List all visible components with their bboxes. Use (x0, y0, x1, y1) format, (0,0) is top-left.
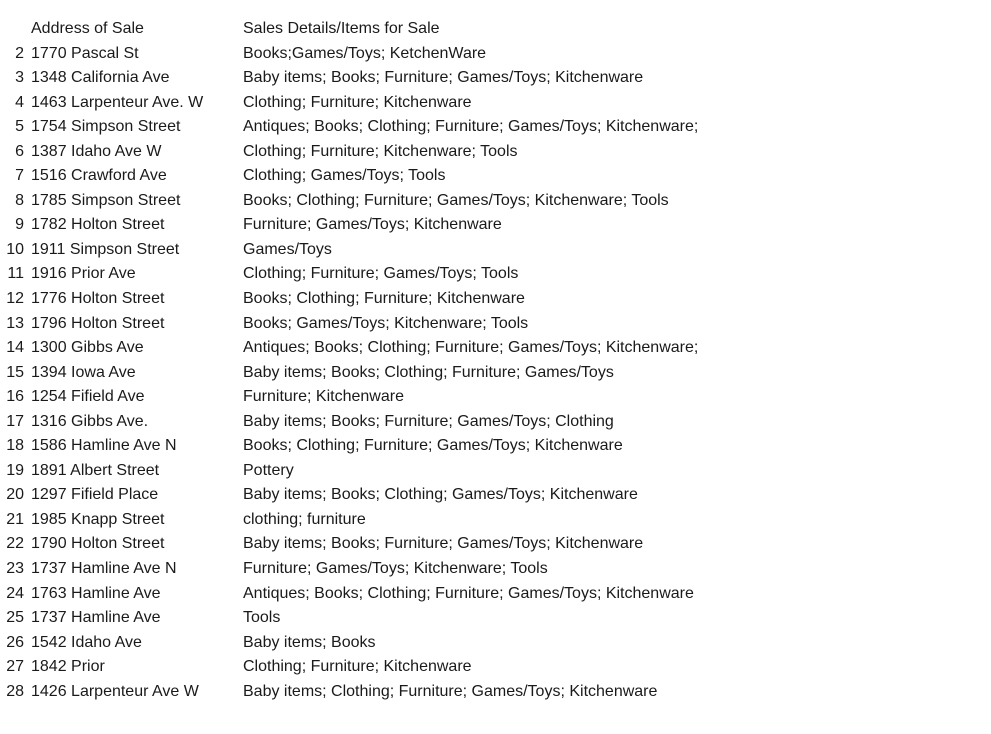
row-number: 24 (6, 584, 24, 602)
sale-address: 1785 Simpson Street (31, 191, 181, 209)
sale-items: Clothing; Furniture; Kitchenware (243, 93, 472, 111)
row-number: 4 (15, 93, 24, 111)
row-number: 25 (6, 609, 24, 627)
sale-items: Baby items; Books (243, 633, 376, 651)
sale-items: Furniture; Games/Toys; Kitchenware; Tools (243, 560, 548, 578)
sale-items: Clothing; Games/Toys; Tools (243, 167, 446, 185)
sale-items: Tools (243, 609, 281, 627)
sale-address: 1776 Holton Street (31, 290, 165, 308)
table-row (0, 434, 991, 459)
row-number: 17 (6, 412, 24, 430)
table-row (0, 508, 991, 533)
row-number: 15 (6, 363, 24, 381)
table-row (0, 213, 991, 238)
row-number: 12 (6, 290, 24, 308)
row-number: 27 (6, 658, 24, 676)
sale-address: 1297 Fifield Place (31, 486, 159, 504)
sale-address: 1348 California Ave (31, 69, 170, 87)
sale-address: 1737 Hamline Ave N (31, 560, 177, 578)
table-row (0, 262, 991, 287)
table-row (0, 66, 991, 91)
row-number: 19 (6, 461, 24, 479)
table-row (0, 91, 991, 116)
sale-address: 1782 Holton Street (31, 216, 165, 234)
row-number: 22 (6, 535, 24, 553)
row-number: 20 (6, 486, 24, 504)
sale-address: 1985 Knapp Street (31, 510, 165, 528)
table-row (0, 312, 991, 337)
table-row (0, 410, 991, 435)
row-number: 8 (15, 191, 24, 209)
sale-items: Baby items; Books; Furniture; Games/Toys; Kitchenware (243, 535, 644, 553)
row-number: 7 (15, 167, 24, 185)
sale-items: Baby items; Books; Clothing; Games/Toys; Kitchenware (243, 486, 638, 504)
sale-address: 1911 Simpson Street (31, 240, 180, 258)
sale-address: 1916 Prior Ave (31, 265, 136, 283)
row-number: 2 (15, 44, 24, 62)
table-row (0, 655, 991, 680)
row-number: 18 (6, 437, 24, 455)
sale-address: 1387 Idaho Ave W (31, 142, 162, 160)
table-row (0, 606, 991, 631)
row-number: 23 (6, 560, 24, 578)
sale-address: 1842 Prior (31, 658, 105, 676)
sale-items: Clothing; Furniture; Kitchenware (243, 658, 472, 676)
sale-items: Furniture; Kitchenware (243, 388, 404, 406)
table-row (0, 238, 991, 263)
sale-address: 1763 Hamline Ave (31, 584, 161, 602)
items-column-header: Sales Details/Items for Sale (243, 20, 440, 37)
row-number: 28 (6, 682, 24, 700)
sale-address: 1254 Fifield Ave (31, 388, 145, 406)
row-number: 13 (6, 314, 24, 332)
sale-items: Antiques; Books; Clothing; Furniture; Games/Toys; Kitchenware; (243, 339, 699, 357)
sale-address: 1300 Gibbs Ave (31, 339, 144, 357)
sale-address: 1394 Iowa Ave (31, 363, 136, 381)
header-row (0, 17, 991, 42)
row-number: 10 (6, 240, 24, 258)
table-row (0, 582, 991, 607)
sale-items: Books;Games/Toys; KetchenWare (243, 44, 487, 62)
table-row (0, 42, 991, 67)
sale-address: 1542 Idaho Ave (31, 633, 142, 651)
sale-items: Clothing; Furniture; Games/Toys; Tools (243, 265, 519, 283)
row-number: 3 (15, 69, 24, 87)
sale-address: 1737 Hamline Ave (31, 609, 161, 627)
row-number: 6 (15, 142, 24, 160)
table-row (0, 483, 991, 508)
sale-items: Books; Clothing; Furniture; Games/Toys; Kitchenware; Tools (243, 191, 669, 209)
sale-items: Books; Clothing; Furniture; Games/Toys; Kitchenware (243, 437, 623, 455)
sale-items: Games/Toys (243, 240, 332, 258)
sale-address: 1463 Larpenteur Ave. W (31, 93, 204, 111)
address-column-header: Address of Sale (31, 20, 144, 37)
row-number: 16 (6, 388, 24, 406)
sale-address: 1426 Larpenteur Ave W (31, 682, 199, 700)
sale-items: Books; Clothing; Furniture; Kitchenware (243, 290, 525, 308)
table-row (0, 385, 991, 410)
table-row (0, 680, 991, 705)
table-row (0, 459, 991, 484)
table-row (0, 336, 991, 361)
sale-address: 1891 Albert Street (31, 461, 160, 479)
row-number: 21 (6, 510, 24, 528)
row-number: 14 (6, 339, 24, 357)
row-number: 26 (6, 633, 24, 651)
row-number: 11 (7, 265, 24, 283)
sale-address: 1316 Gibbs Ave. (31, 412, 149, 430)
sales-sheet (0, 17, 991, 704)
row-number: 9 (15, 216, 24, 234)
sale-items: Furniture; Games/Toys; Kitchenware (243, 216, 502, 234)
sale-items: Baby items; Books; Furniture; Games/Toys; Kitchenware (243, 69, 644, 87)
sale-items: Antiques; Books; Clothing; Furniture; Games/Toys; Kitchenware (243, 584, 694, 602)
sale-items: clothing; furniture (243, 510, 366, 528)
table-row (0, 287, 991, 312)
sale-items: Baby items; Books; Furniture; Games/Toys; Clothing (243, 412, 614, 430)
sale-address: 1586 Hamline Ave N (31, 437, 177, 455)
sale-items: Baby items; Clothing; Furniture; Games/Toys; Kitchenware (243, 682, 658, 700)
table-row (0, 361, 991, 386)
table-row (0, 140, 991, 165)
sale-items: Books; Games/Toys; Kitchenware; Tools (243, 314, 529, 332)
sale-address: 1754 Simpson Street (31, 118, 181, 136)
sale-items: Antiques; Books; Clothing; Furniture; Games/Toys; Kitchenware; (243, 118, 699, 136)
table-row (0, 115, 991, 140)
sale-address: 1516 Crawford Ave (31, 167, 167, 185)
sale-items: Pottery (243, 461, 294, 479)
sale-items: Clothing; Furniture; Kitchenware; Tools (243, 142, 518, 160)
table-row (0, 189, 991, 214)
row-number: 5 (15, 118, 24, 136)
sale-address: 1790 Holton Street (31, 535, 165, 553)
table-row (0, 557, 991, 582)
sale-address: 1770 Pascal St (31, 44, 139, 62)
table-row (0, 164, 991, 189)
table-row (0, 631, 991, 656)
sale-address: 1796 Holton Street (31, 314, 165, 332)
sales-list (0, 42, 991, 705)
sale-items: Baby items; Books; Clothing; Furniture; Games/Toys (243, 363, 614, 381)
table-row (0, 532, 991, 557)
